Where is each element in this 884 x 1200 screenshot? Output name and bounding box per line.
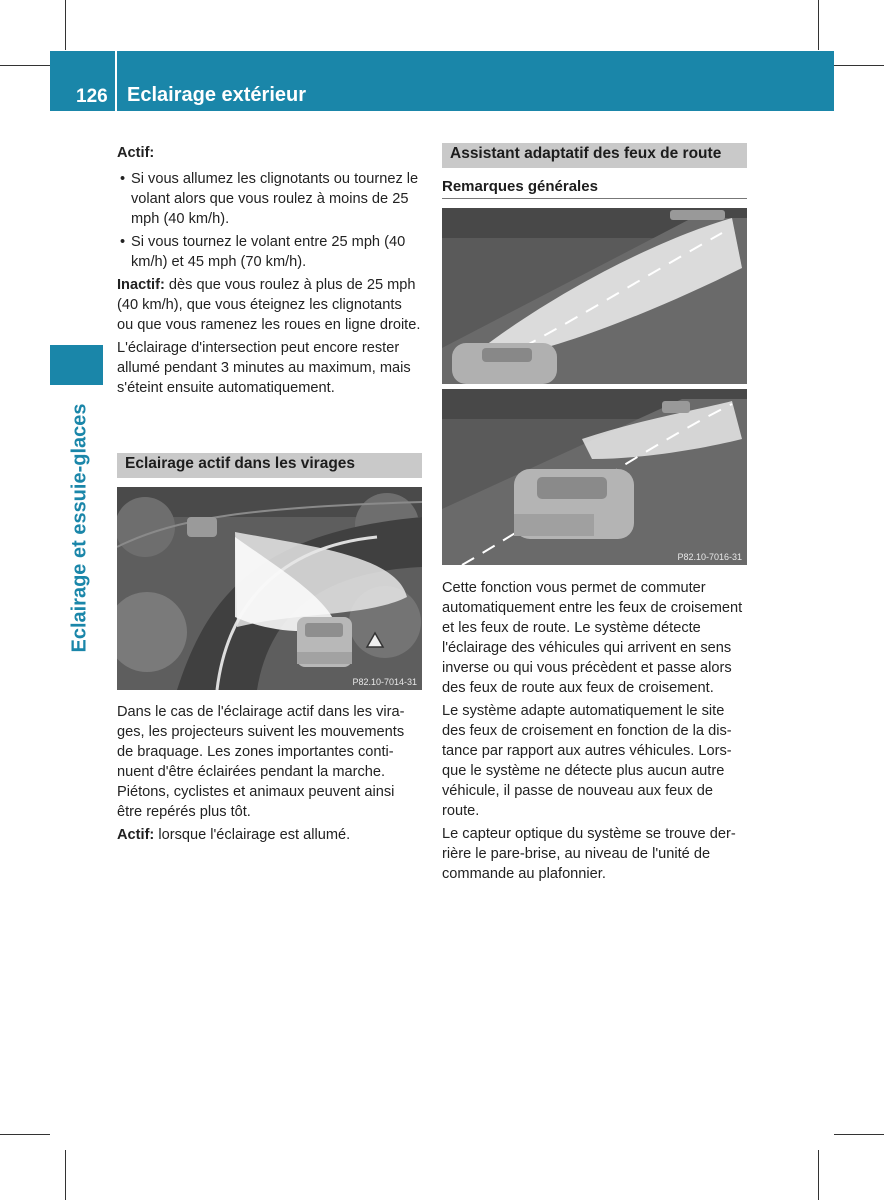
inactif-paragraph [117, 275, 422, 335]
active-light-illustration [117, 487, 422, 690]
intersection-paragraph: L'éclairage d'intersection peut encore rester allumé pendant 3 minutes au maximum, mais s'éteint ensuite automatiquement. [117, 340, 411, 396]
adaptive-high-beam-illustration [442, 208, 747, 565]
body-paragraph: Cette fonction vous permet de commuter automatiquement entre les feux de croisement et les feux de route. Le système détecte l'éclairage des véhicules qui arrivent en sens inverse ou qui vous précèdent et passe alors des feux de route aux feux de croisement. [442, 580, 743, 696]
section-header-adaptive-high-beam: Assistant adaptatif des feux de route [442, 143, 747, 168]
inactif-label: Inactif: [117, 277, 165, 293]
crop-mark [65, 0, 66, 50]
bullet-item [117, 169, 422, 229]
crop-mark [834, 1134, 884, 1135]
actif-label: Actif: [117, 827, 155, 843]
crop-mark [65, 1150, 66, 1200]
body-paragraph: Le système adapte automatiquement le site des feux de croisement en fonction de la distance par rapport aux autres véhicules. Lorsque le système ne détecte plus aucun autre véhicule, il passe de nouveau aux feux de route. [442, 703, 732, 819]
right-body [442, 578, 747, 887]
actif-paragraph [117, 825, 422, 845]
bullet-dot: • [120, 171, 126, 187]
figure-active-light [117, 487, 422, 690]
bullet-text: Si vous allumez les clignotants ou tournez le volant alors que vous roulez à moins de 25 mph (40 km/h). [131, 171, 419, 227]
inactif-text: dès que vous roulez à plus de 25 mph (40 km/h), que vous éteignez les clignotants ou que vous ramenez les roues en ligne droite. [117, 277, 421, 333]
bullet-dot: • [120, 234, 126, 250]
left-body [117, 702, 422, 848]
subheader-general-remarks: Remarques générales [442, 178, 747, 199]
crop-mark [834, 65, 884, 66]
figure-code: P82.10-7014-31 [352, 677, 417, 687]
body-paragraph: Le capteur optique du système se trouve derrière le pare-brise, au niveau de l'unité de commande au plafonnier. [442, 826, 736, 882]
crop-mark [818, 1150, 819, 1200]
crop-mark [818, 0, 819, 50]
crop-mark [0, 65, 50, 66]
body-paragraph: Dans le cas de l'éclairage actif dans les virages, les projecteurs suivent les mouvements de braquage. Les zones importantes continuent d'être éclairées pendant la marche. Piétons, cyclistes et animaux peuvent ainsi être repérés plus tôt. [117, 704, 405, 820]
actif-heading: Actif: [117, 145, 155, 161]
side-tab [50, 345, 103, 385]
page-number: 126 [76, 86, 108, 107]
side-label-text: Eclairage et essuie-glaces [68, 403, 91, 653]
section-header-active-light: Eclairage actif dans les virages [117, 453, 422, 478]
bullet-item [117, 232, 422, 272]
actif-text: lorsque l'éclairage est allumé. [154, 827, 351, 843]
figure-adaptive-high-beam [442, 208, 747, 565]
page-title: Eclairage extérieur [127, 84, 306, 106]
bullet-text: Si vous tournez le volant entre 25 mph (40 km/h) et 45 mph (70 km/h). [131, 234, 406, 270]
header-divider [115, 51, 117, 111]
figure-code: P82.10-7016-31 [677, 552, 742, 562]
crop-mark [0, 1134, 50, 1135]
left-column [117, 143, 422, 401]
